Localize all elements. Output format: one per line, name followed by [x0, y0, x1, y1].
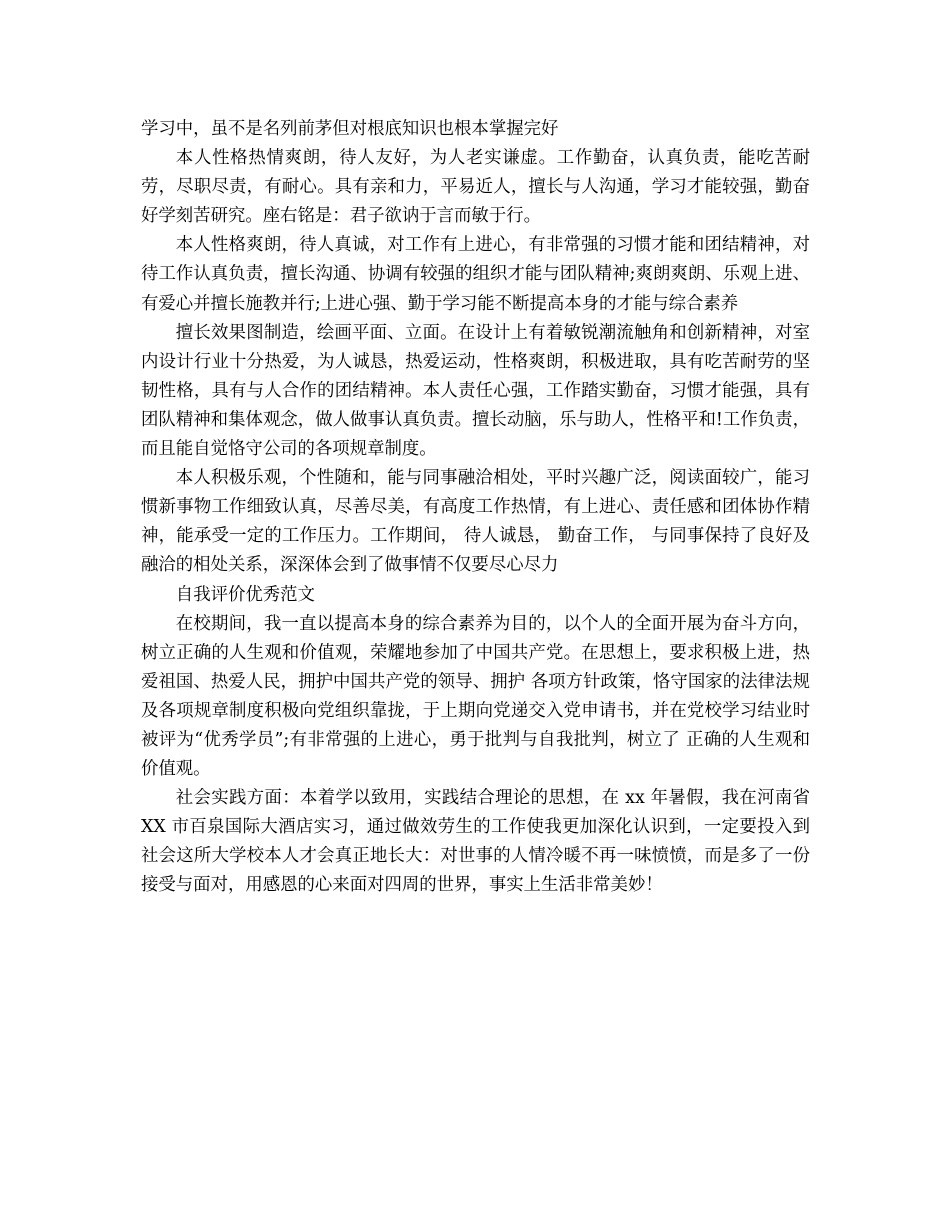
- paragraph-school-period: 在校期间，我一直以提高本身的综合素养为目的，以个人的全面开展为奋斗方向，树立正确的人生观和价值观，荣耀地参加了中国共产党。在思想上，要求积极上进，热爱祖国、热爱人民，拥护中国共产党的领导、拥护 各项方针政策，恪守国家的法律法规及各项规章制度积极向党组织靠拢，于上期向党递交入党申请书，并在党校学习结业时被评为“优秀学员”;有非常强的上进心，勇于批判与自我批判，树立了 正确的人生观和价值观。: [141, 613, 810, 780]
- paragraph-design-skills: 擅长效果图制造，绘画平面、立面。在设计上有着敏锐潮流触角和创新精神，对室内设计行业十分热爱，为人诚恳，热爱运动，性格爽朗，积极进取，具有吃苦耐劳的坚韧性格，具有与人合作的团结精神。本人责任心强，工作踏实勤奋，习惯才能强，具有团队精神和集体观念，做人做事认真负责。擅长动脑，乐与助人，性格平和!工作负责，而且能自觉恪守公司的各项规章制度。: [141, 322, 810, 460]
- paragraph-personality-1: 本人性格热情爽朗，待人友好，为人老实谦虚。工作勤奋，认真负责，能吃苦耐劳，尽职尽责，有耐心。具有亲和力，平易近人，擅长与人沟通，学习才能较强，勤奋好学刻苦研究。座右铭是：君子欲讷于言而敏于行。: [141, 148, 810, 227]
- paragraph-social-practice: 社会实践方面：本着学以致用，实践结合理论的思想，在 xx 年暑假，我在河南省 XX 市百泉国际大酒店实习，通过做效劳生的工作使我更加深化认识到，一定要投入到社会这所大学校本人才会真正地长大：对世事的人情冷暖不再一味愤愤，而是多了一份接受与面对，用感恩的心来面对四周的世界，事实上生活非常美妙！: [141, 788, 810, 896]
- paragraph-teamwork: 本人积极乐观，个性随和，能与同事融洽相处，平时兴趣广泛，阅读面较广，能习惯新事物工作细致认真，尽善尽美，有高度工作热情，有上进心、责任感和团体协作精神，能承受一定的工作压力。工作期间， 待人诚恳， 勤奋工作， 与同事保持了良好及融洽的相处关系，深深体会到了做事情不仅要尽心尽力: [141, 468, 810, 576]
- document-body: [141, 115, 810, 901]
- paragraph-personality-2: 本人性格爽朗，待人真诚，对工作有上进心，有非常强的习惯才能和团结精神，对待工作认真负责，擅长沟通、协调有较强的组织才能与团队精神;爽朗爽朗、乐观上进、有爱心并擅长施教并行;上进心强、勤于学习能不断提高本身的才能与综合素养: [141, 235, 810, 314]
- section-heading: 自我评价优秀范文: [175, 584, 315, 605]
- paragraph-continuation: 学习中，虽不是名列前茅但对根底知识也根本掌握完好: [141, 119, 559, 139]
